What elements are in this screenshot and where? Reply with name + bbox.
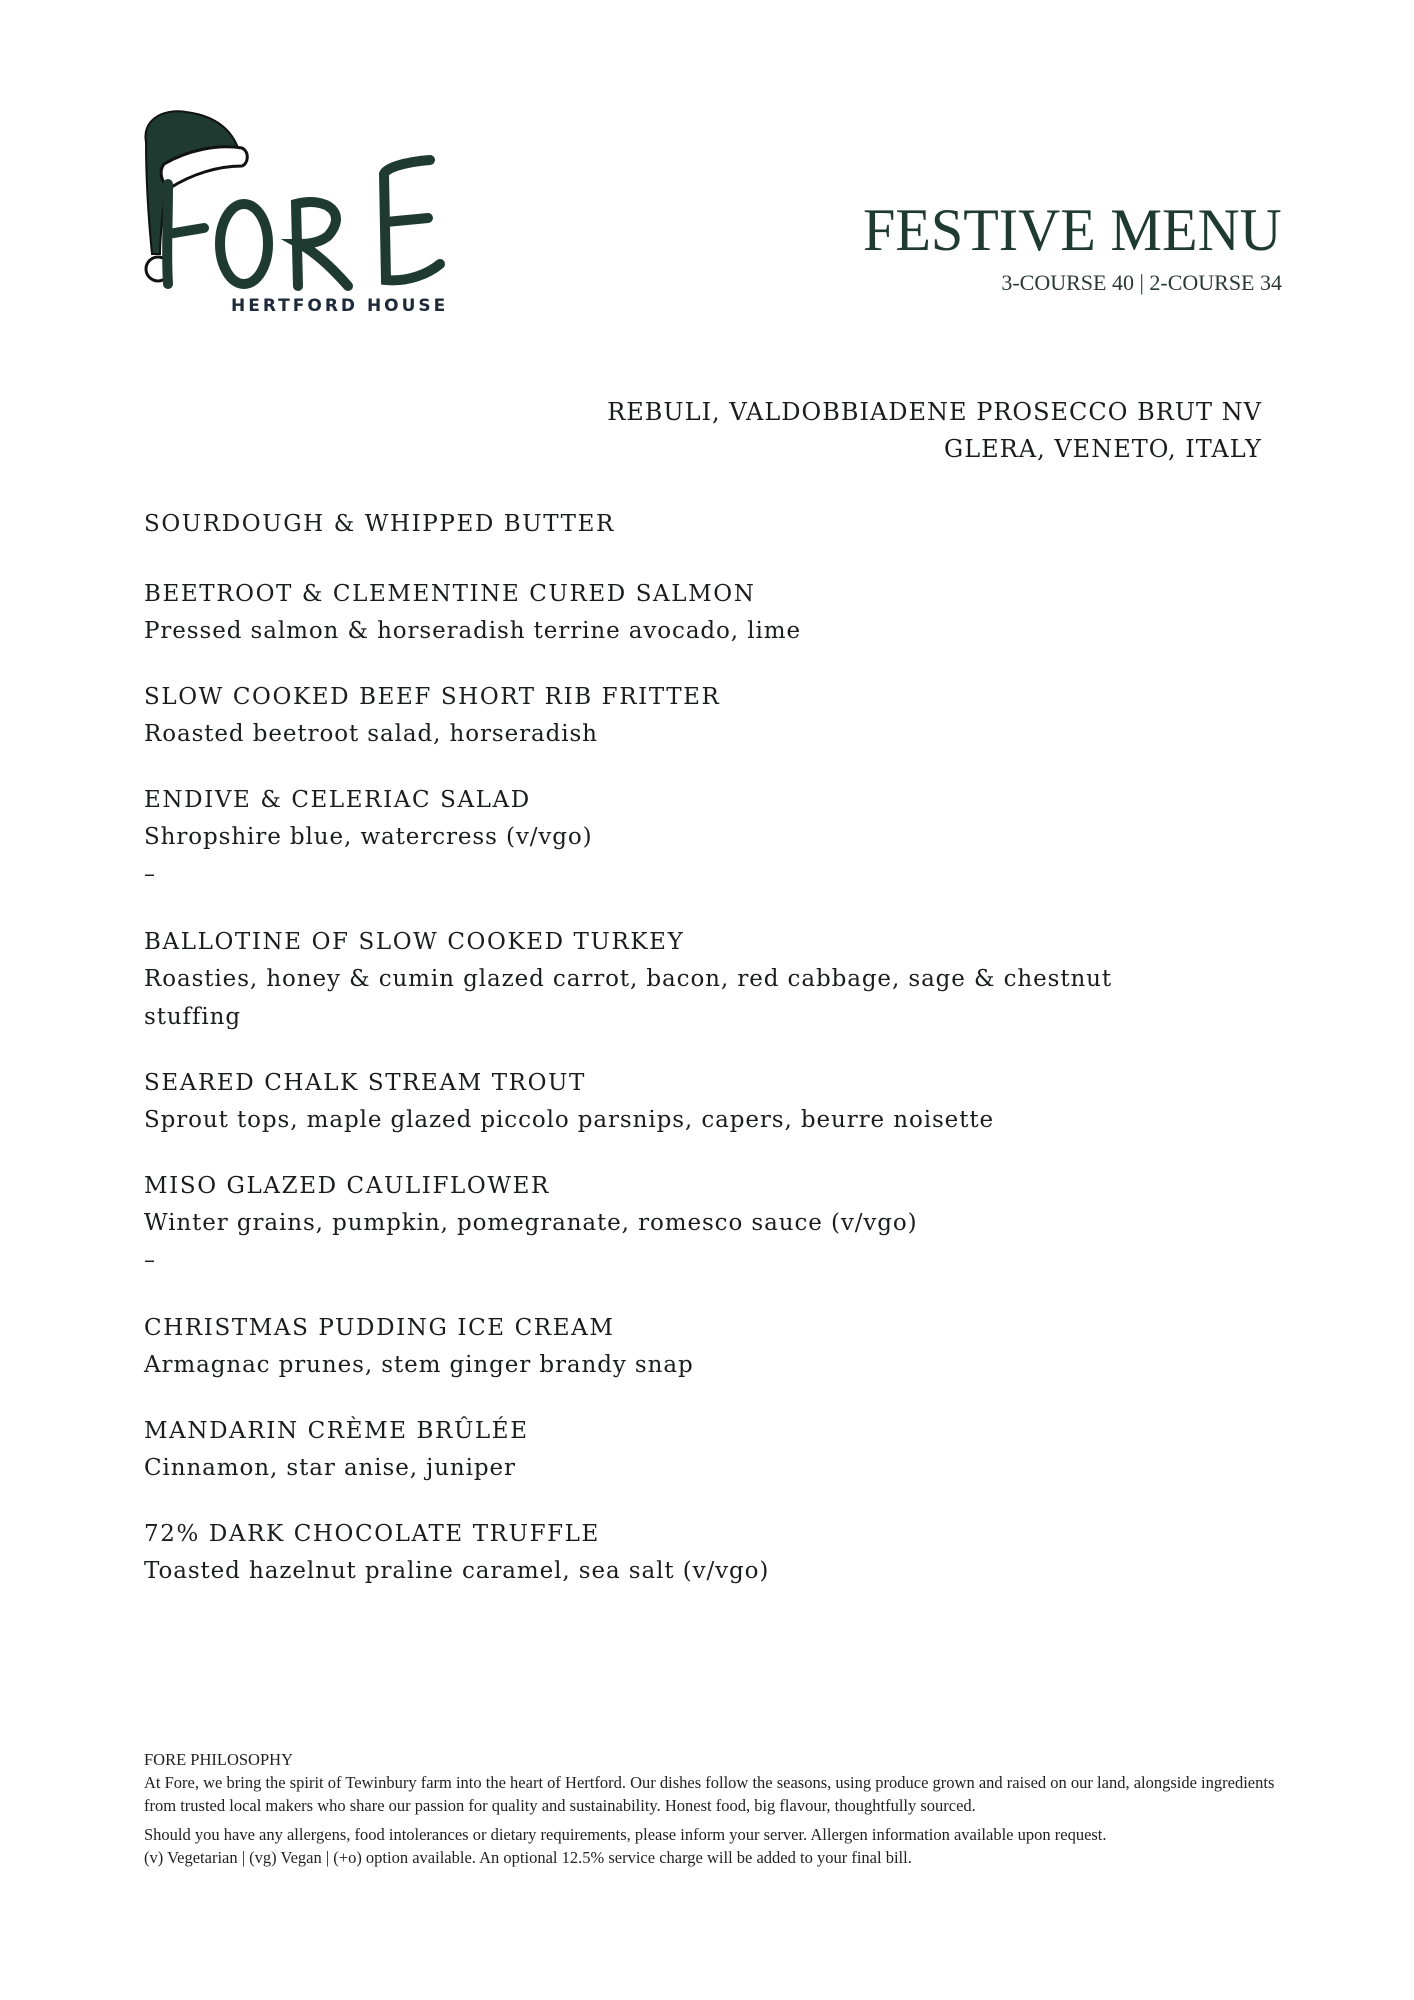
course-prices: 3-COURSE 40 | 2-COURSE 34 — [1001, 270, 1282, 295]
dish-name: CHRISTMAS PUDDING ICE CREAM — [144, 1315, 615, 1341]
menu-item — [144, 782, 1244, 856]
menu-item — [144, 1168, 1244, 1242]
dietary-key: (v) Vegetarian | (vg) Vegan | (+o) option available. An optional 12.5% service charge will be added to your final bill. — [144, 1848, 912, 1867]
dish-description: Roasted beetroot salad, horseradish — [144, 721, 598, 747]
menu-item — [144, 1065, 1244, 1139]
course-separator: – — [144, 862, 155, 887]
dish-name: 72% DARK CHOCOLATE TRUFFLE — [144, 1521, 600, 1547]
page-title: FESTIVE MENU — [863, 197, 1282, 263]
menu-item — [144, 1310, 1244, 1384]
philosophy-text: At Fore, we bring the spirit of Tewinbury farm into the heart of Hertford. Our dishes follow the seasons, using produce grown and raised on our land, alongside ingredients from trusted local makers who share our passion for quality and sustainability. Honest food, big flavour, thoughtfully sourced. — [144, 1773, 1275, 1815]
dish-name: ENDIVE & CELERIAC SALAD — [144, 787, 531, 813]
dish-name: BEETROOT & CLEMENTINE CURED SALMON — [144, 581, 756, 607]
dish-description: Shropshire blue, watercress (v/vgo) — [144, 824, 593, 850]
menu-item — [144, 924, 1244, 1036]
dish-description: Roasties, honey & cumin glazed carrot, bacon, red cabbage, sage & chestnut stuffing — [144, 966, 1113, 1030]
fore-logo — [138, 104, 518, 324]
menu-item-bread — [144, 506, 1244, 542]
dish-description: Toasted hazelnut praline caramel, sea salt (v/vgo) — [144, 1558, 770, 1584]
menu-item — [144, 1413, 1244, 1487]
dish-name: SLOW COOKED BEEF SHORT RIB FRITTER — [144, 684, 721, 710]
menu-item — [144, 1516, 1244, 1590]
dish-description: Winter grains, pumpkin, pomegranate, romesco sauce (v/vgo) — [144, 1210, 918, 1236]
menu-list — [144, 506, 1244, 1619]
dish-description: Pressed salmon & horseradish terrine avocado, lime — [144, 618, 801, 644]
santa-hat-logo-icon — [138, 104, 518, 324]
dish-name: MISO GLAZED CAULIFLOWER — [144, 1173, 550, 1199]
wine-origin: GLERA, VENETO, ITALY — [944, 435, 1262, 463]
dish-description: Sprout tops, maple glazed piccolo parsnips, capers, beurre noisette — [144, 1107, 994, 1133]
wine-pairing — [607, 394, 1262, 468]
menu-item — [144, 576, 1244, 650]
course-separator: – — [144, 1248, 155, 1273]
dish-name: SOURDOUGH & WHIPPED BUTTER — [144, 511, 615, 537]
logo-subtitle: HERTFORD HOUSE — [231, 296, 449, 316]
dish-description: Armagnac prunes, stem ginger brandy snap — [144, 1352, 694, 1378]
allergen-notice: Should you have any allergens, food intolerances or dietary requirements, please inform your server. Allergen information available upon request. — [144, 1825, 1107, 1844]
footer-notes — [144, 1748, 1284, 1869]
dish-description: Cinnamon, star anise, juniper — [144, 1455, 516, 1481]
dish-name: BALLOTINE OF SLOW COOKED TURKEY — [144, 929, 685, 955]
dish-name: MANDARIN CRÈME BRÛLÉE — [144, 1418, 529, 1444]
dish-name: SEARED CHALK STREAM TROUT — [144, 1070, 586, 1096]
menu-item — [144, 679, 1244, 753]
wine-name: REBULI, VALDOBBIADENE PROSECCO BRUT NV — [607, 398, 1262, 426]
philosophy-heading: FORE PHILOSOPHY — [144, 1750, 293, 1769]
